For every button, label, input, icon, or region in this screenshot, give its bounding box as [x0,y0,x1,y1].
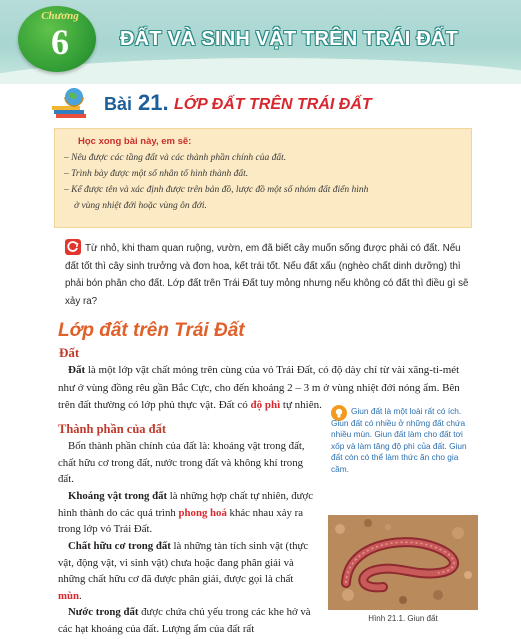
mineral-paragraph: Khoáng vật trong đất là những hợp chất tự nhiên, được hình thành do các quá trình phong hoá khác nhau xảy ra trong lớp vỏ Trái Đất. [58,490,314,535]
water-paragraph: Nước trong đất được chứa chủ yếu trong các khe hở và các hạt khoáng của đất. Lượng ẩm của đất rất [58,606,311,635]
lesson-title: LỚP ĐẤT TRÊN TRÁI ĐẤT [174,96,372,113]
chapter-title: ĐẤT VÀ SINH VẬT TRÊN TRÁI ĐẤT [120,28,459,50]
globe-books-icon [52,86,94,120]
highlight-term: mùn [58,589,80,602]
objective-item: – Kể được tên và xác định được trên bản đồ, lược đồ một số nhóm đất điển hình [64,185,369,195]
components-paragraph: Bốn thành phần chính của đất là: khoáng vật trong đất, chất hữu cơ trong đất, nước trong đất và không khí trong đất. [58,440,305,485]
highlight-term: phong hoá [178,506,227,519]
lesson-label: Bài [104,94,133,114]
intro-paragraph: Từ nhỏ, khi tham quan ruộng, vườn, em đã biết cây muốn sống được phải có đất. Nếu đất tốt thì cây sinh trưởng và đơn hoa, kết trái tốt. Nếu đất xấu (nghèo chất dinh dưỡng) thì phải bón phân cho đất. Lớp đất trên Trái Đất tuy mỏng nhưng nếu không có đất thì điều gì sẽ xảy ra? [65,243,469,307]
figure-caption: Hình 21.1. Giun đất [368,614,438,623]
earthworm-image [328,515,478,610]
section-title: Lớp đất trên Trái Đất [58,320,245,341]
highlight-term: độ phì [250,399,281,411]
term: Đất [68,364,86,376]
objective-item: – Nêu được các tầng đất và các thành phần chính của đất. [64,153,287,163]
soil-definition-paragraph: Đất là một lớp vật chất mỏng trên cùng của vỏ Trái Đất, có độ dày chỉ từ vài xăng-ti-mét như ở vùng đồng rêu gần Bắc Cực, cho đến khoảng 2 – 3 m ở vùng nhiệt đới nóng ẩm. Bên trên đất thường có lớp phủ thực vật. Đất có độ phì tự nhiên. [58,364,460,411]
objective-item: ở vùng nhiệt đới hoặc vùng ôn đới. [74,201,207,211]
chapter-word: Chương [41,10,79,22]
objectives-heading: Học xong bài này, em sẽ: [78,136,192,147]
lesson-number: 21. [138,90,169,115]
objective-item: – Trình bày được một số nhân tố hình thành đất. [64,169,249,179]
earthworm-fact: Giun đất là một loài rất có ích. Giun đất có nhiều ở những đất chứa nhiều mùn. Giun đất làm cho đất tơi xốp và làm tăng độ phì của đất. Giun đất còn có thể làm thức ăn cho gia cầm. [331,406,467,474]
subsection-heading: Đất [59,345,80,360]
subsection-heading: Thành phần của đất [58,422,167,436]
chapter-number: 6 [51,22,69,62]
organic-paragraph: Chất hữu cơ trong đất là những tàn tích sinh vật (thực vật, động vật, vi sinh vật) chưa hoặc đang phân giải và những chất hữu cơ đã được phân giải, được gọi là chất mùn. [58,540,309,602]
